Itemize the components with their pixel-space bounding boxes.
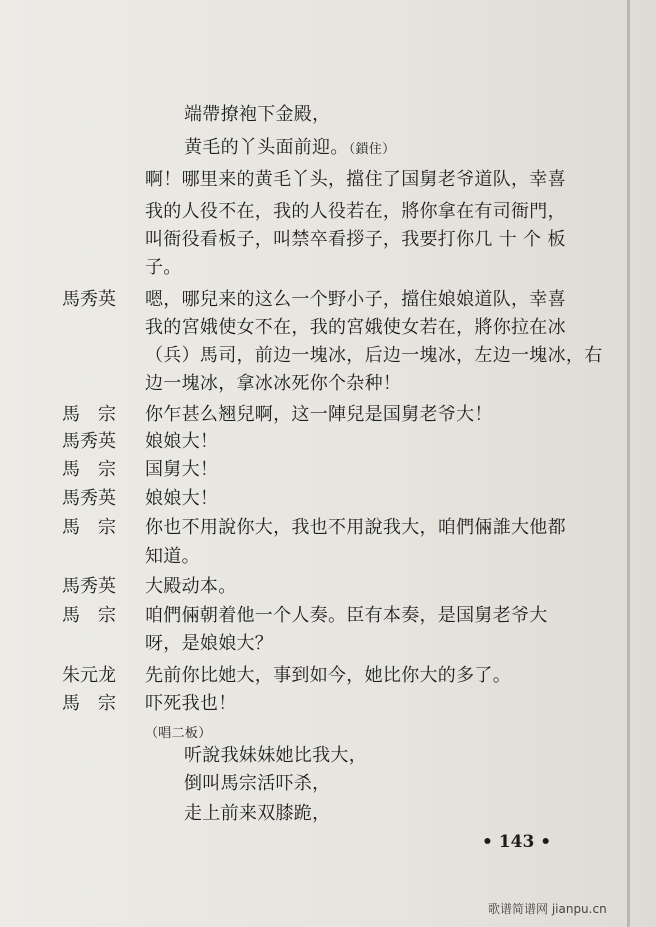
dialogue-line xyxy=(184,136,395,162)
line-text: 倒叫馬宗活吓杀， xyxy=(184,773,331,794)
line-text: 你也不用說你大，我也不用說我大，咱們倆誰大他都 xyxy=(145,517,566,538)
line-text: 咱們倆朝着他一个人奏。臣有本奏，是国舅老爷大 xyxy=(145,605,548,626)
dialogue-line xyxy=(184,802,330,826)
line-text: 呀，是娘娘大？ xyxy=(145,633,274,654)
dialogue-line xyxy=(145,200,566,224)
line-text: 先前你比她大，事到如今，她比你大的多了。 xyxy=(145,665,511,686)
speaker-name: 馬 宗 xyxy=(62,693,116,714)
line-text: 嗯，哪兒来的这么一个野小子，擋住娘娘道队，幸喜 xyxy=(145,289,566,310)
dialogue-line xyxy=(145,168,566,192)
line-text: 国舅大！ xyxy=(145,459,219,480)
watermark-text: 歌谱简谱网 jianpu.cn xyxy=(488,902,607,916)
line-text: 听說我妹妹她比我大， xyxy=(184,745,367,766)
dialogue-line xyxy=(184,103,330,127)
speaker-name: 馬秀英 xyxy=(62,289,116,310)
dialogue-line xyxy=(145,403,493,427)
line-text: 叫衙役看板子，叫禁卒看拶子，我要打你几 十 个 板 xyxy=(145,229,566,250)
dialogue-line xyxy=(145,487,218,511)
dialogue-line xyxy=(145,430,218,454)
line-text: 你乍甚么翘兒啊，这一陣兒是国舅老爷大！ xyxy=(145,404,493,425)
line-text: 娘娘大！ xyxy=(145,488,219,509)
dialogue-line xyxy=(145,632,273,656)
dialogue-line xyxy=(145,228,566,252)
page-number: • 143 • xyxy=(482,832,552,852)
line-text: 我的人役不在，我的人役若在，將你拿在有司衙門， xyxy=(145,201,566,222)
dialogue-line xyxy=(145,604,548,628)
line-text: 吓死我也！ xyxy=(145,693,237,714)
dialogue-line xyxy=(145,344,603,368)
line-text: 我的宮娥使女不在，我的宮娥使女若在，將你拉在冰 xyxy=(145,317,566,338)
dialogue-line xyxy=(145,288,566,312)
dialogue-line xyxy=(145,575,237,599)
dialogue-line xyxy=(145,545,200,569)
speaker-name: 馬秀英 xyxy=(62,576,116,597)
page-fold-shadow xyxy=(627,0,630,927)
line-text: 大殿动本。 xyxy=(145,576,237,597)
line-text: 娘娘大！ xyxy=(145,431,219,452)
line-text: 知道。 xyxy=(145,546,200,567)
line-text: （唱二板） xyxy=(145,726,212,741)
dialogue-line xyxy=(145,722,212,746)
speaker-name: 馬 宗 xyxy=(62,605,116,626)
dialogue-line xyxy=(145,256,182,280)
line-text: （兵）馬司，前边一塊冰，后边一塊冰，左边一塊冰，右 xyxy=(145,345,603,366)
dialogue-line xyxy=(145,372,401,396)
speaker-name: 馬 宗 xyxy=(62,404,116,425)
dialogue-line xyxy=(184,772,330,796)
speaker-name: 馬 宗 xyxy=(62,459,116,480)
speaker-name: 朱元龙 xyxy=(62,665,116,686)
speaker-name: 馬 宗 xyxy=(62,517,116,538)
dialogue-line xyxy=(145,516,566,540)
line-text: 端帶撩袍下金殿， xyxy=(184,104,331,125)
dialogue-line xyxy=(145,692,237,716)
line-text: 边一塊冰，拿冰冰死你个杂种！ xyxy=(145,373,402,394)
dialogue-line xyxy=(145,664,511,688)
line-text: 黄毛的丫头面前迎。 xyxy=(184,137,349,158)
line-text: 子。 xyxy=(145,257,182,278)
dialogue-line xyxy=(184,744,367,768)
speaker-name: 馬秀英 xyxy=(62,431,116,452)
line-text: 走上前来双膝跪， xyxy=(184,803,331,824)
speaker-name: 馬秀英 xyxy=(62,488,116,509)
stage-direction: （鎖住） xyxy=(348,142,396,157)
dialogue-line xyxy=(145,458,218,482)
line-text: 啊！哪里来的黄毛丫头，擋住了国舅老爷道队，幸喜 xyxy=(145,169,566,190)
dialogue-line xyxy=(145,316,566,340)
